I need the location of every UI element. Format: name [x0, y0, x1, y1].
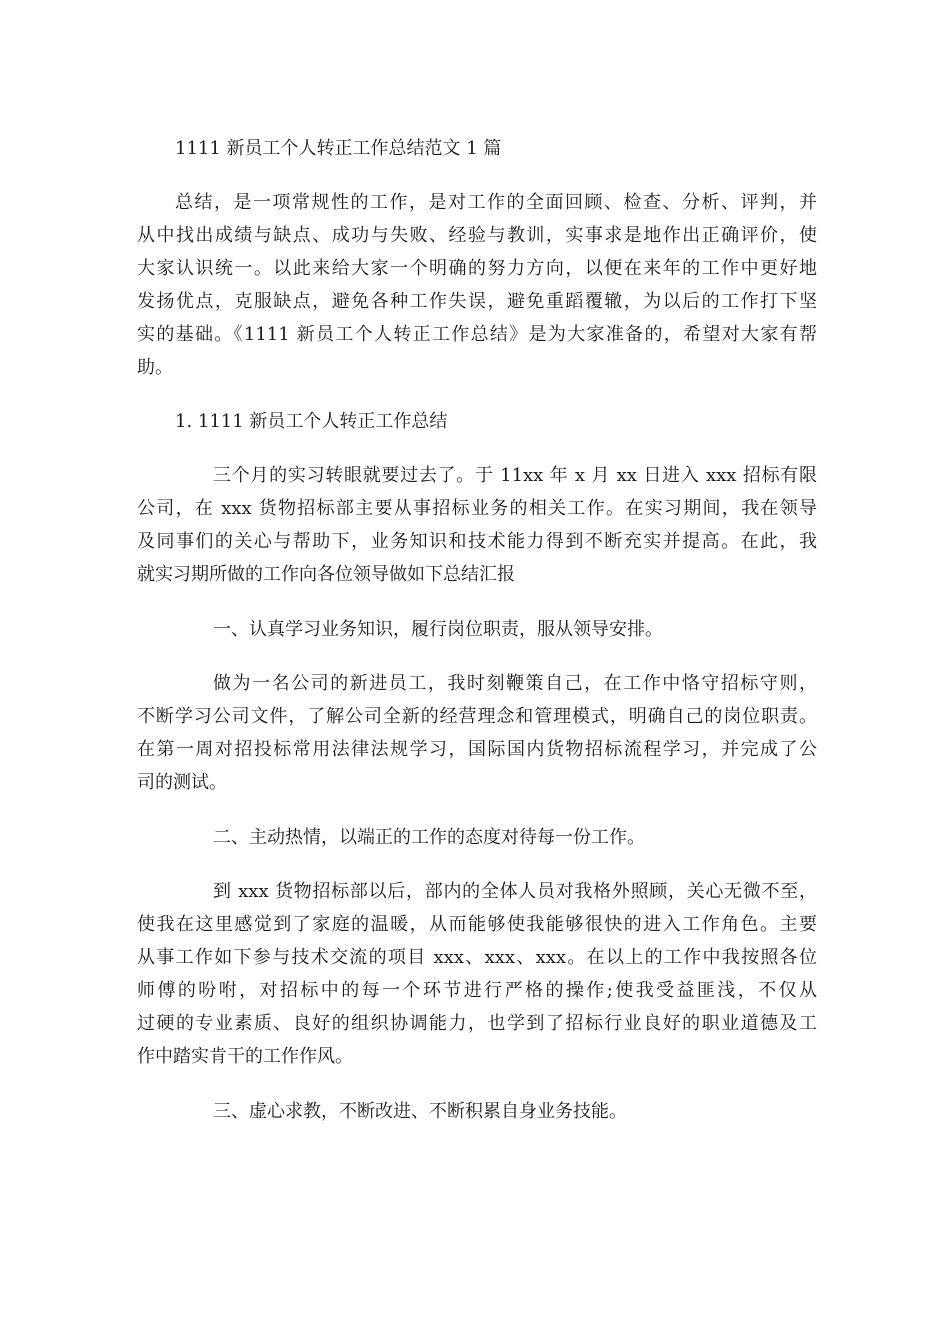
intro-line: 从中找出成绩与缺点、成功与失败、经验与教训，实事求是地作出正确评价，使	[137, 225, 817, 246]
subheading-one: 一、认真学习业务知识，履行岗位职责，服从领导安排。	[213, 619, 663, 640]
paragraph-line: 及同事们的关心与帮助下，业务知识和技术能力得到不断充实并提高。在此，我	[137, 531, 817, 552]
paragraph-line: 做为一名公司的新进员工，我时刻鞭策自己，在工作中恪守招标守则，	[213, 673, 817, 694]
intro-line: 大家认识统一。以此来给大家一个明确的努力方向，以便在来年的工作中更好地	[137, 258, 817, 279]
subheading-three: 三、虚心求教，不断改进、不断积累自身业务技能。	[213, 1101, 627, 1122]
paragraph-line: 不断学习公司文件，了解公司全新的经营理念和管理模式，明确自己的岗位职责。	[137, 706, 817, 727]
paragraph-line: 使我在这里感觉到了家庭的温暖，从而能够使我能够很快的进入工作角色。主要	[137, 914, 817, 935]
paragraph-line: 在第一周对招投标常用法律法规学习，国际国内货物招标流程学习，并完成了公	[137, 739, 817, 760]
paragraph-line: 过硬的专业素质、良好的组织协调能力，也学到了招标行业良好的职业道德及工	[137, 1013, 817, 1034]
paragraph-line: 三个月的实习转眼就要过去了。于 11xx 年 x 月 xx 日进入 xxx 招标有限	[213, 465, 817, 486]
document-title: 1111 新员工个人转正工作总结范文 1 篇	[175, 138, 502, 159]
paragraph-line: 到 xxx 货物招标部以后，部内的全体人员对我格外照顾，关心无微不至，	[213, 881, 817, 902]
intro-line: 实的基础。《1111 新员工个人转正工作总结》是为大家准备的，希望对大家有帮	[137, 324, 817, 345]
subheading-two: 二、主动热情，以端正的工作的态度对待每一份工作。	[213, 827, 645, 848]
paragraph-line: 师傅的吩咐，对招标中的每一个环节进行严格的操作;使我受益匪浅，不仅从	[137, 980, 817, 1001]
paragraph-line: 公司，在 xxx 货物招标部主要从事招标业务的相关工作。在实习期间，我在领导	[137, 498, 817, 519]
intro-line: 助。	[137, 357, 173, 378]
intro-line: 发扬优点，克服缺点，避免各种工作失误，避免重蹈覆辙，为以后的工作打下坚	[137, 291, 817, 312]
paragraph-line: 司的测试。	[137, 772, 227, 793]
paragraph-line: 就实习期所做的工作向各位领导做如下总结汇报	[137, 564, 515, 585]
intro-line: 总结，是一项常规性的工作，是对工作的全面回顾、检查、分析、评判，并	[175, 192, 817, 213]
paragraph-line: 从事工作如下参与技术交流的项目 xxx、xxx、xxx。在以上的工作中我按照各位	[137, 947, 817, 968]
paragraph-line: 作中踏实肯干的工作作风。	[137, 1046, 353, 1067]
section-heading: 1. 1111 新员工个人转正工作总结	[175, 411, 448, 432]
